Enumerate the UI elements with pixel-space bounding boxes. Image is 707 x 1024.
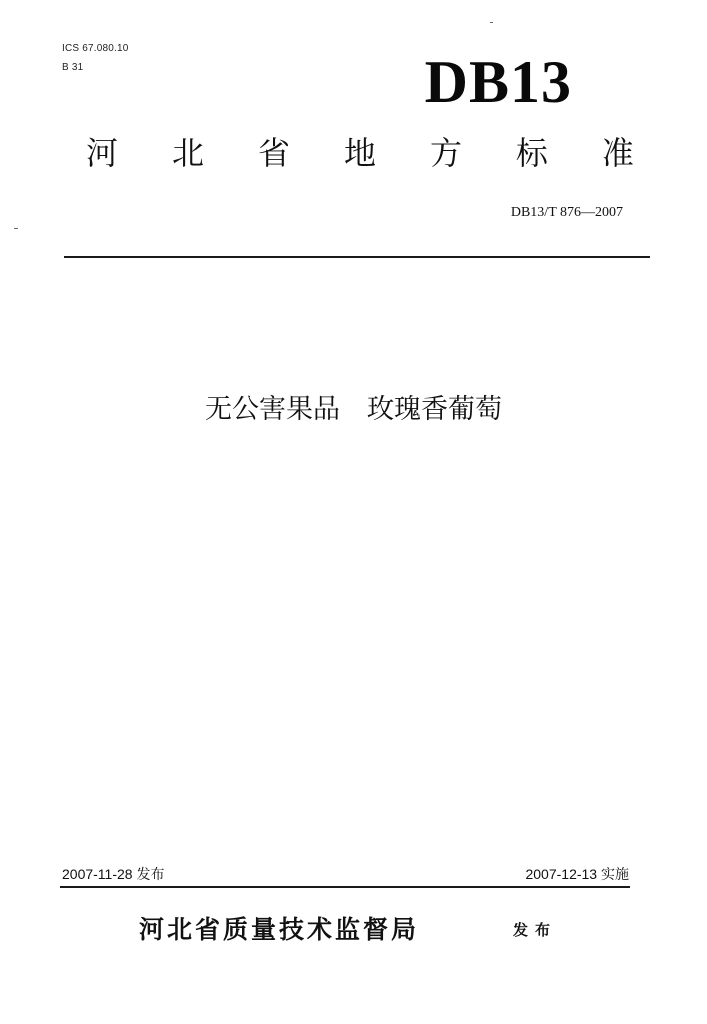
- standard-type-char: 河: [86, 134, 119, 172]
- standard-number: DB13/T 876—2007: [510, 205, 623, 220]
- standard-type-heading: [86, 133, 634, 173]
- publish-date: 2007-11-28 发布: [62, 866, 165, 882]
- standard-type-char: 方: [429, 134, 462, 172]
- document-title: 无公害果品 玫瑰香葡萄: [205, 394, 502, 425]
- standard-type-char: 标: [515, 134, 548, 172]
- footer-divider: [60, 886, 630, 888]
- header-divider: [64, 256, 650, 258]
- scan-speck: [490, 22, 493, 23]
- issuer-name: 河北省质量技术监督局: [139, 915, 420, 944]
- db13-logo: DB13: [424, 49, 572, 115]
- implement-date: 2007-12-13 实施: [525, 866, 629, 882]
- scan-speck: [14, 228, 18, 229]
- standard-type-char: 北: [171, 134, 204, 172]
- issuer-suffix: 发布: [513, 921, 558, 939]
- standard-type-char: 准: [601, 134, 634, 172]
- classification-code: B 31: [62, 62, 84, 73]
- standard-type-char: 地: [343, 134, 376, 172]
- ics-code: ICS 67.080.10: [62, 43, 129, 54]
- standard-type-char: 省: [257, 134, 290, 172]
